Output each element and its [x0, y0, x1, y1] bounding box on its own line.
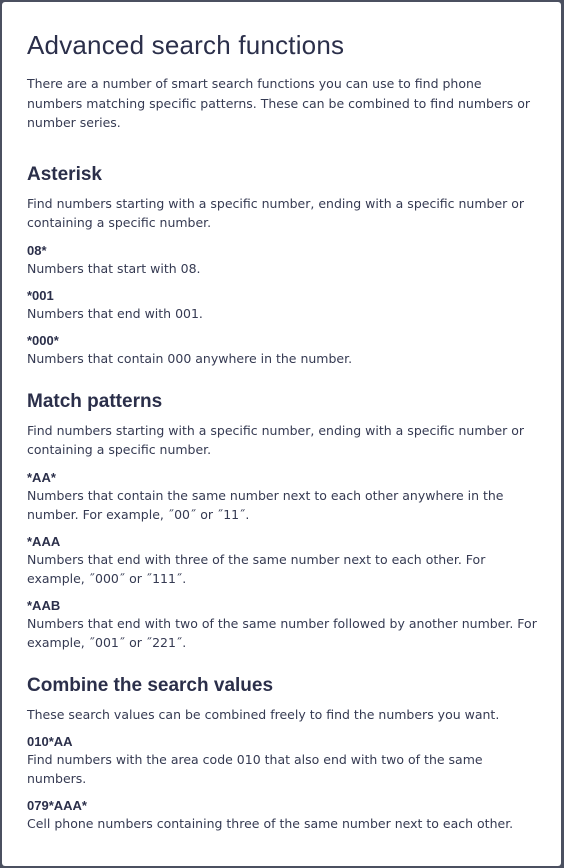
advanced-search-modal — [2, 2, 561, 866]
pattern-item — [27, 797, 537, 833]
pattern-item — [27, 597, 537, 652]
section-description: Find numbers starting with a specific number, ending with a specific number or containing a specific number. — [27, 195, 525, 230]
pattern-description: Numbers that end with three of the same number next to each other. For example, ˝000˝ or ˝111˝. — [27, 551, 486, 586]
pattern-code: 010*AA — [27, 734, 73, 749]
pattern-item — [27, 332, 537, 368]
pattern-code: *AAB — [27, 597, 61, 613]
pattern-item — [27, 533, 537, 588]
section-title: Match patterns — [27, 390, 163, 412]
pattern-code: *000* — [27, 332, 59, 348]
pattern-code: 08* — [27, 242, 47, 258]
pattern-item — [27, 733, 537, 788]
section-asterisk — [27, 164, 537, 368]
pattern-item — [27, 242, 537, 278]
pattern-item — [27, 469, 537, 524]
section-match-patterns — [27, 391, 537, 652]
section-combine-values — [27, 675, 537, 834]
pattern-code: *001 — [27, 287, 54, 303]
pattern-description: Numbers that end with 001. — [27, 305, 203, 321]
pattern-description: Numbers that contain the same number next to each other anywhere in the number. For example, ˝00˝ or ˝11˝. — [27, 487, 504, 522]
pattern-description: Find numbers with the area code 010 that also end with two of the same numbers. — [27, 752, 483, 786]
pattern-description: Numbers that contain 000 anywhere in the number. — [27, 350, 353, 366]
section-title: Asterisk — [27, 163, 102, 185]
section-title: Combine the search values — [27, 674, 274, 696]
modal-title: Advanced search functions — [27, 30, 345, 60]
pattern-code: *AAA — [27, 533, 61, 549]
pattern-description: Numbers that end with two of the same number followed by another number. For example, ˝001˝ or ˝221˝. — [27, 615, 537, 650]
pattern-description: Numbers that start with 08. — [27, 260, 201, 276]
pattern-code: *AA* — [27, 469, 56, 485]
pattern-description: Cell phone numbers containing three of the same number next to each other. — [27, 816, 514, 831]
pattern-item — [27, 287, 537, 323]
section-description: These search values can be combined freely to find the numbers you want. — [27, 706, 500, 722]
modal-intro: There are a number of smart search functions you can use to find phone numbers matching specific patterns. These can be combined to find numbers or number series. — [27, 76, 531, 130]
section-description: Find numbers starting with a specific number, ending with a specific number or containing a specific number. — [27, 422, 525, 457]
pattern-code: 079*AAA* — [27, 798, 87, 813]
